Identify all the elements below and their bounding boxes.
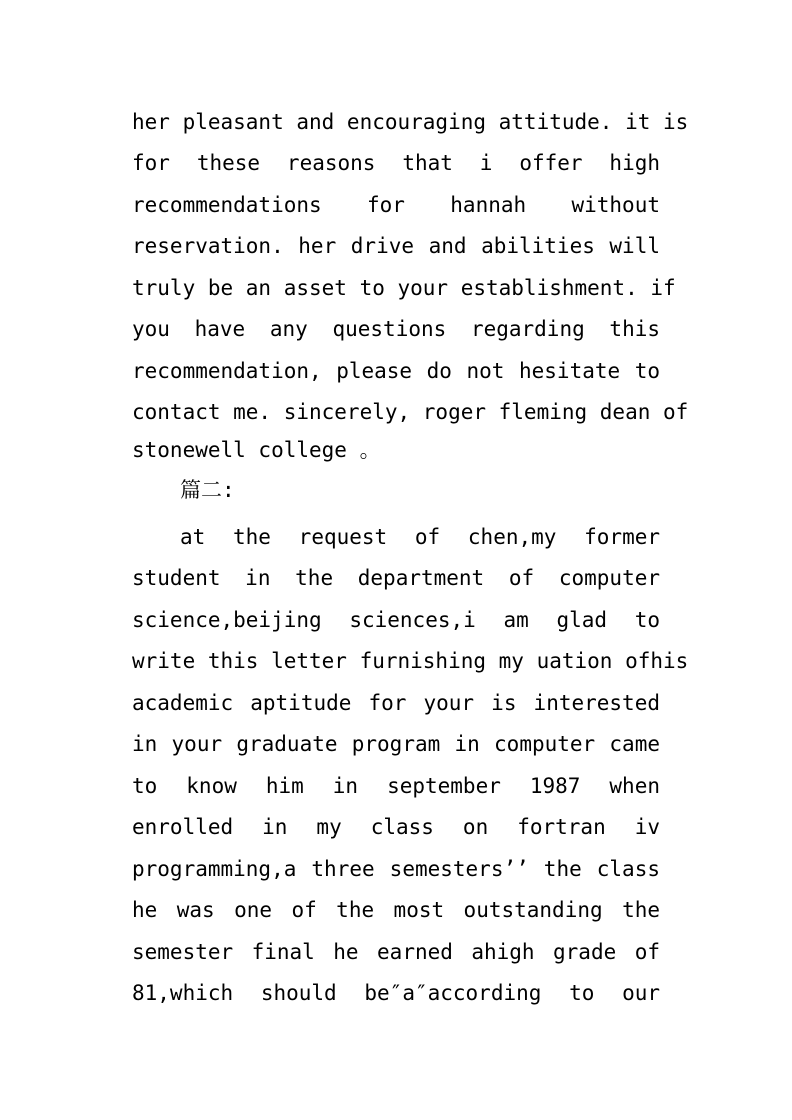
text-line-indented: at the request of chen,my former <box>180 525 660 549</box>
text-line: to know him in september 1987 when <box>132 774 660 798</box>
text-line: recommendation, please do not hesitate to <box>132 359 660 383</box>
text-line: academic aptitude for your is interested <box>132 691 660 715</box>
text-line: recommendations for hannah without <box>132 193 660 217</box>
text-line: semester final he earned ahigh grade of <box>132 940 660 964</box>
text-line: student in the department of computer <box>132 566 660 590</box>
section-heading: 篇二: <box>180 478 235 502</box>
text-line-last: stonewell college 。 <box>132 438 381 462</box>
text-line: truly be an asset to your establishment. if <box>132 276 676 300</box>
text-line: he was one of the most outstanding the <box>132 898 660 922</box>
text-line: reservation. her drive and abilities will <box>132 234 660 258</box>
text-line: for these reasons that i offer high <box>132 151 660 175</box>
text-line: in your graduate program in computer came <box>132 732 660 756</box>
text-line: enrolled in my class on fortran iv <box>132 815 660 839</box>
text-line: write this letter furnishing my uation ofhis <box>132 649 689 673</box>
text-line: programming,a three semesters’’ the class <box>132 857 660 881</box>
text-line: contact me. sincerely, roger fleming dean of <box>132 400 689 424</box>
text-line: you have any questions regarding this <box>132 317 660 341</box>
text-line: 81,which should be″a″according to our <box>132 981 660 1005</box>
text-line: her pleasant and encouraging attitude. it is <box>132 110 689 134</box>
text-line: science,beijing sciences,i am glad to <box>132 608 660 632</box>
